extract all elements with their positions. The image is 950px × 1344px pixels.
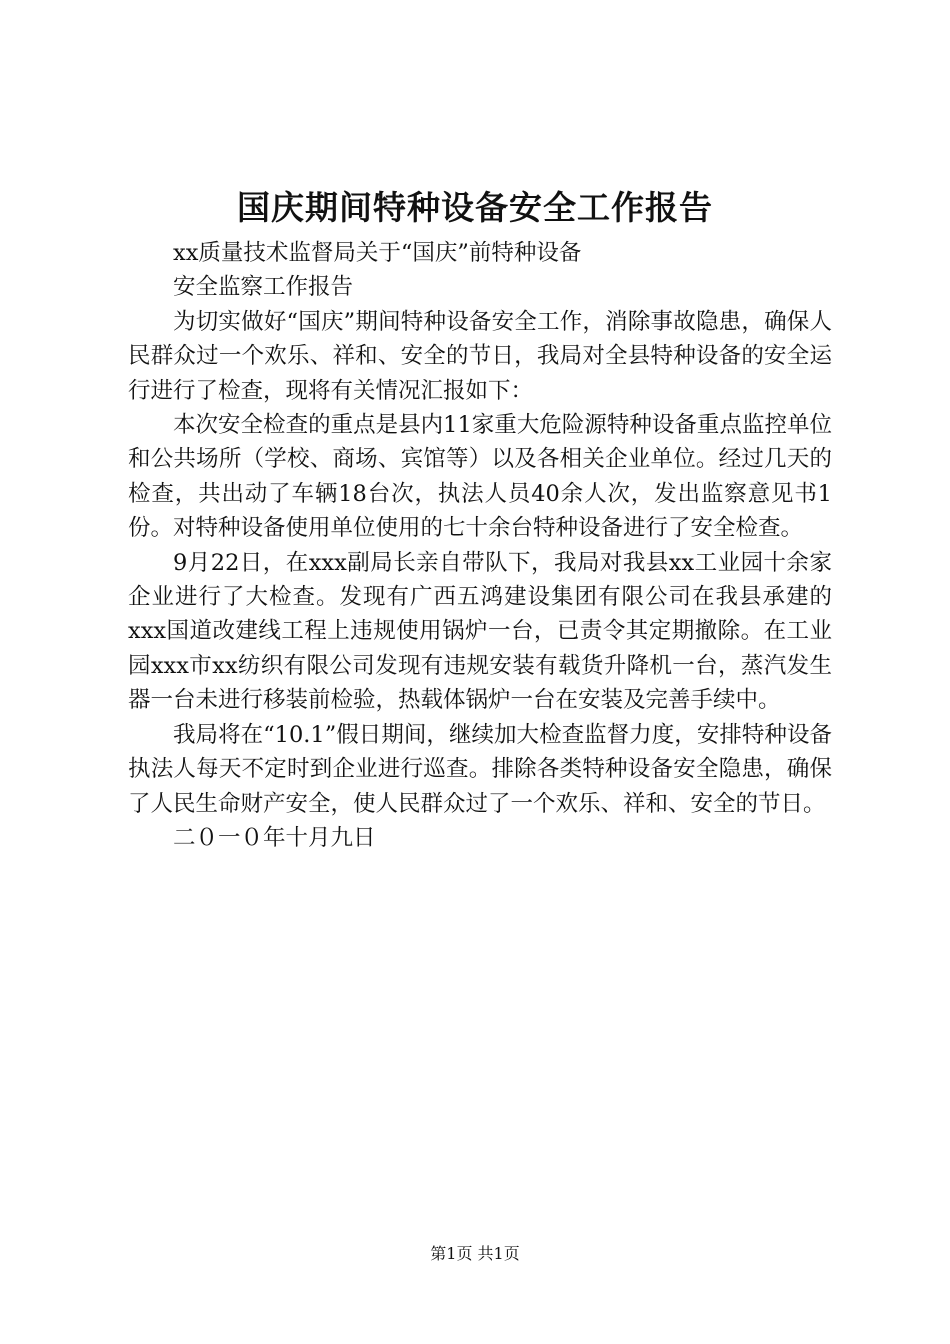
document-body xyxy=(128,236,832,855)
document-title: 国庆期间特种设备安全工作报告 xyxy=(237,188,713,227)
paragraph-industrial-park: 9月22日，在xxx副局长亲自带队下，我局对我县xx工业园十余家企业进行了大检查。发现有广西五鸿建设集团有限公司在我县承建的xxx国道改建线工程上违规使用锅炉一台，已责令其定期撤除。在工业园xxx市xx纺织有限公司发现有违规安装有载货升降机一台，蒸汽发生器一台未进行移装前检验，热载体锅炉一台在安装及完善手续中。 xyxy=(128,549,832,714)
document-date: 二０一０年十月九日 xyxy=(173,824,376,851)
page-footer: 第1页 共1页 xyxy=(430,1244,520,1263)
subtitle-line-1: xx质量技术监督局关于“国庆”前特种设备 xyxy=(173,240,582,266)
paragraph-inspection-scope: 本次安全检查的重点是县内11家重大危险源特种设备重点监控单位和公共场所（学校、商场、宾馆等）以及各相关企业单位。经过几天的检查，共出动了车辆18台次，执法人员40余人次，发出监察意见书1份。对特种设备使用单位使用的七十余台特种设备进行了安全检查。 xyxy=(128,412,832,542)
subtitle-line-2: 安全监察工作报告 xyxy=(173,274,354,301)
paragraph-intro: 为切实做好“国庆”期间特种设备安全工作，消除事故隐患，确保人民群众过一个欢乐、祥和、安全的节日，我局对全县特种设备的安全运行进行了检查，现将有关情况汇报如下： xyxy=(128,308,832,404)
paragraph-holiday-plan: 我局将在“10.1”假日期间，继续加大检查监督力度，安排特种设备执法人每天不定时到企业进行巡查。排除各类特种设备安全隐患，确保了人民生命财产安全，使人民群众过了一个欢乐、祥和、安全的节日。 xyxy=(128,721,832,817)
